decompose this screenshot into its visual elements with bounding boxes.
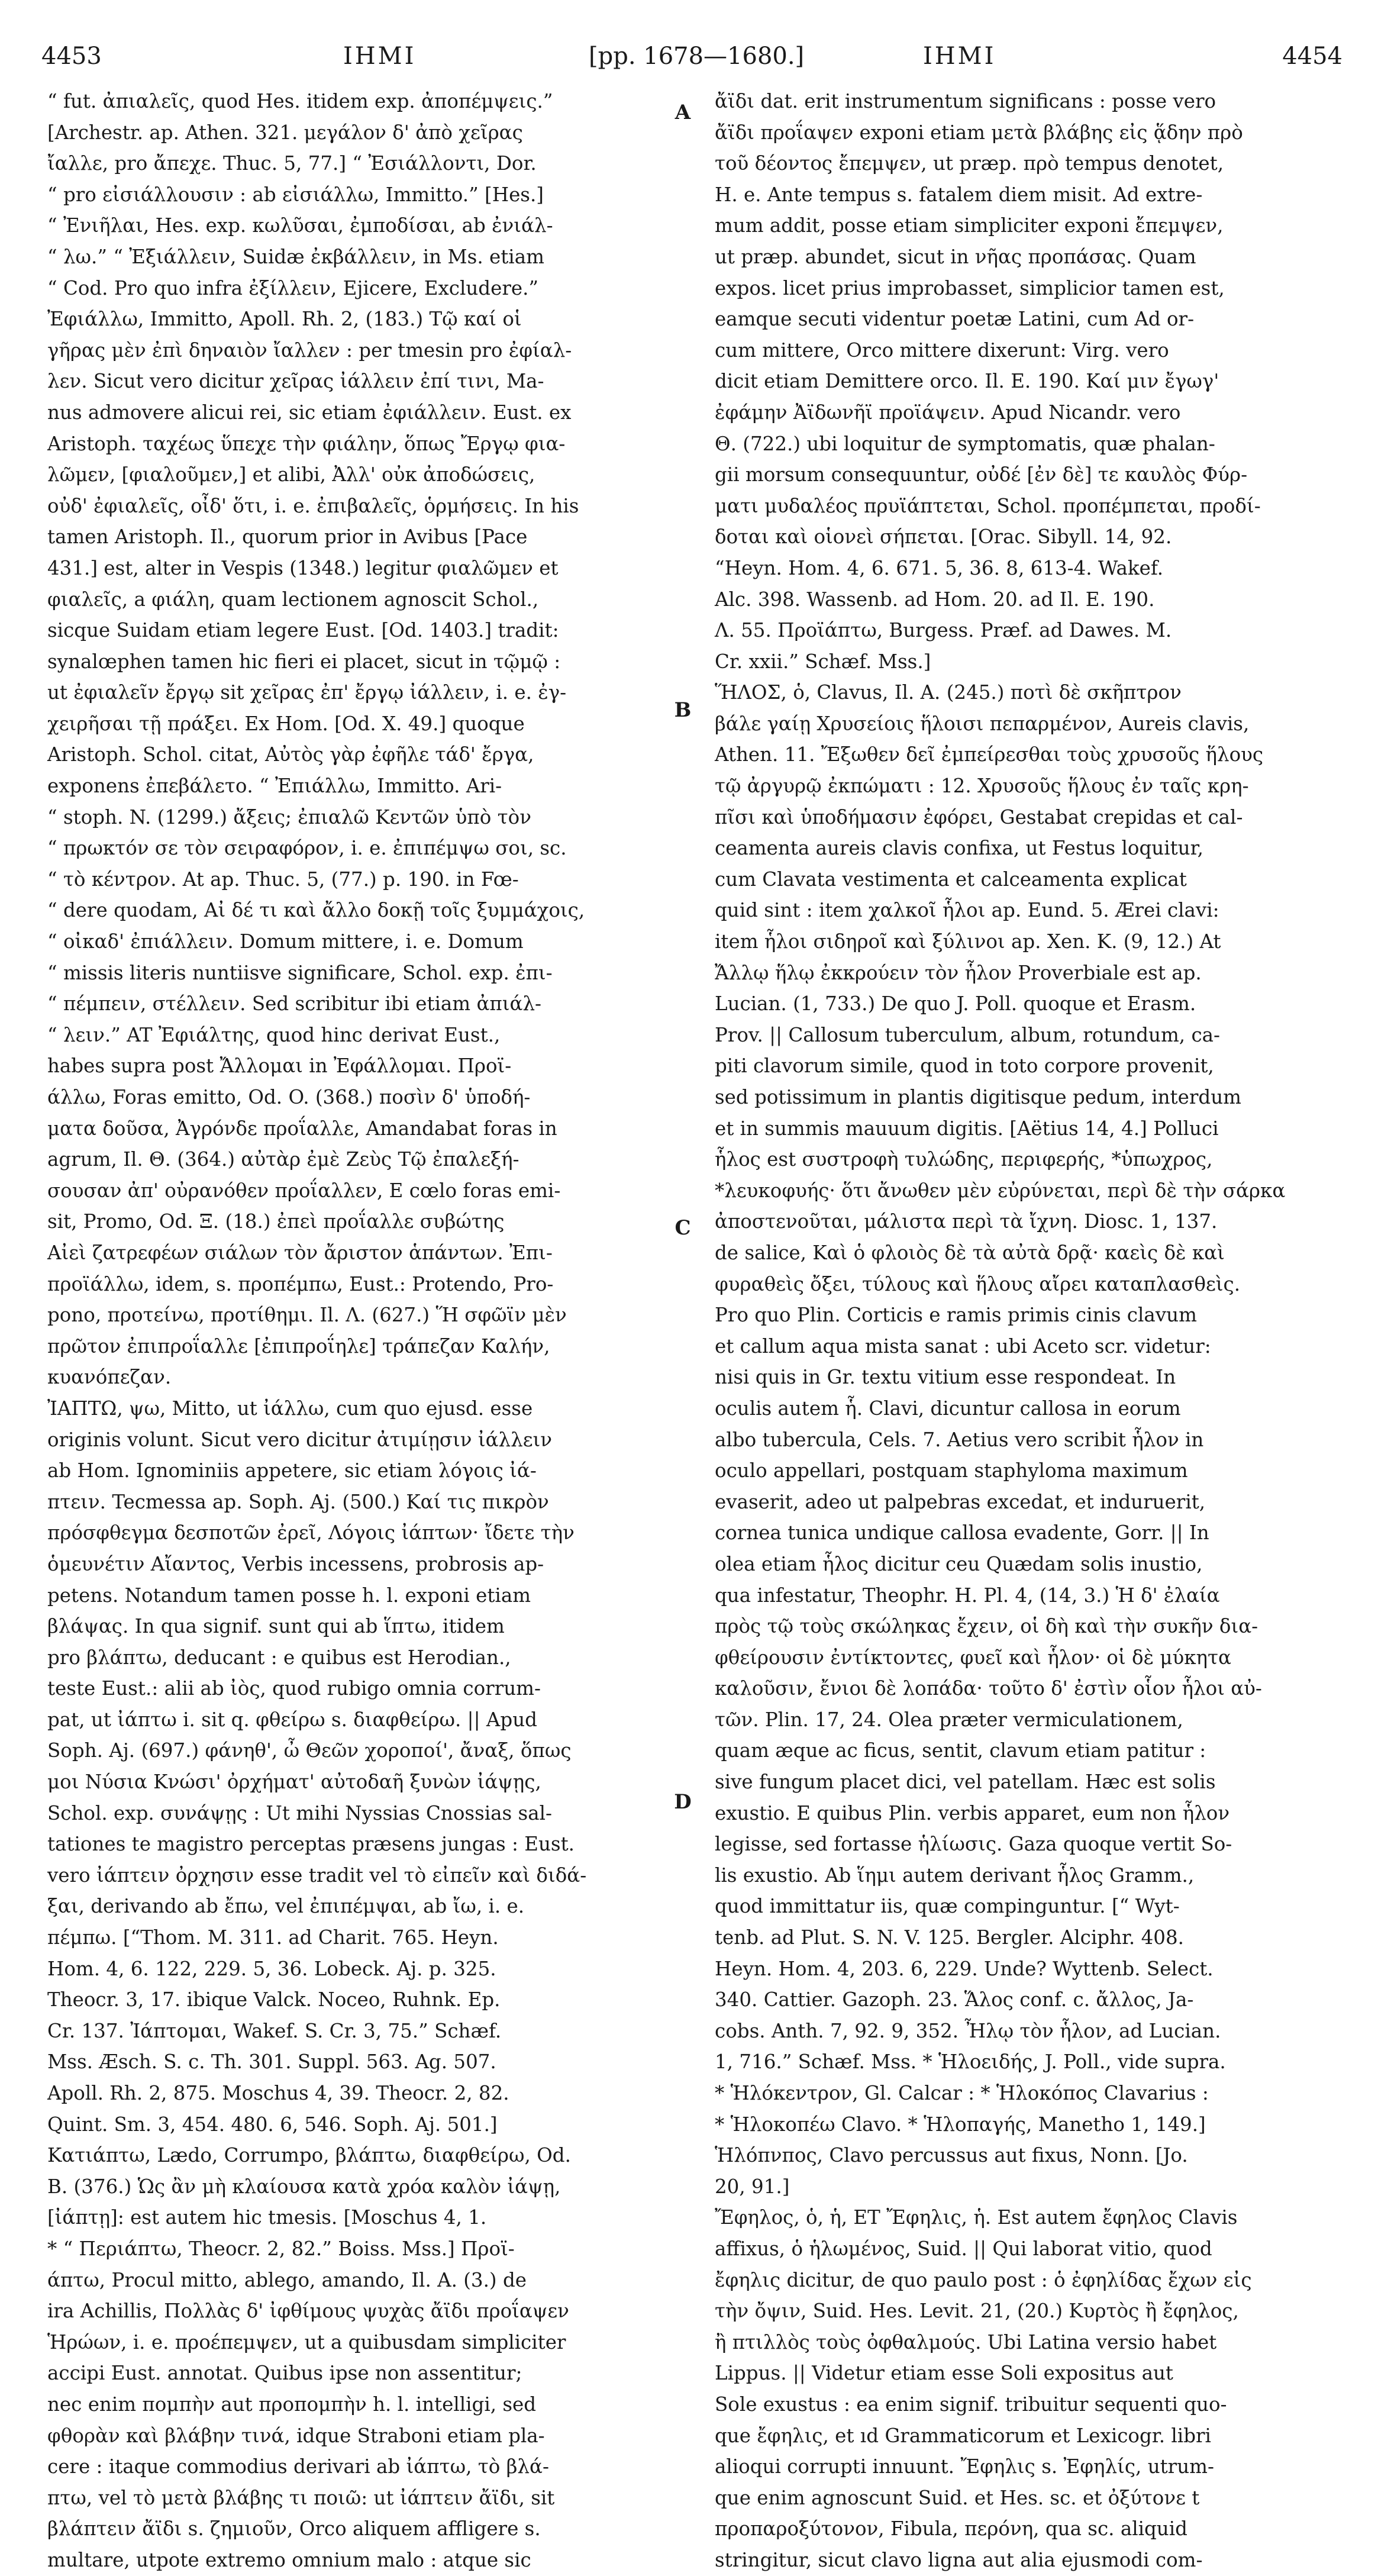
text-line: τῷ ἀργυρῷ ἐκπώματι : 12. Χρυσοῦς ἥλους ἐν ταῖς κρη- [715,775,1249,798]
text-line: alioqui corrupti innuunt. Ἔφηλις s. Ἐφηλίς, utrum- [715,2455,1214,2478]
right-text-column [715,86,1315,2571]
left-page-number: 4453 [41,43,102,70]
text-line: Αἰεὶ ζατρεφέων σιάλων τὸν ἄριστον ἁπάντων. Ἐπι- [47,1241,553,1264]
text-line: petens. Notandum tamen posse h. l. exponi etiam [47,1584,531,1607]
text-line: καλοῦσιν, ἔνιοι δὲ λοπάδα· τοῦτο δ' ἐστὶν οἷον ἧλοι αὐ- [715,1677,1262,1700]
text-line: Aristoph. ταχέως ὕπεχε τὴν φιάλην, ὅπως Ἔργῳ φια- [47,432,566,455]
text-line: piti clavorum simile, quod in toto corpore provenit, [715,1055,1214,1078]
text-line: ut præp. abundet, sicut in νῆας προπάσας. Quam [715,245,1196,268]
text-line: albo tubercula, Cels. 7. Aetius vero scribit ἧλον in [715,1428,1204,1451]
text-line: exustio. E quibus Plin. verbis apparet, eum non ἧλον [715,1801,1230,1824]
text-line: qua infestatur, Theophr. H. Pl. 4, (14, 3.) Ἡ δ' ἐλαία [715,1584,1220,1607]
text-line: sicque Suidam etiam legere Eust. [Od. 1403.] tradit: [47,619,559,642]
text-line: nus admovere alicui rei, sic etiam ἐφιάλλειν. Eust. ex [47,401,572,424]
text-line: πῖσι καὶ ὑποδήμασιν ἐφόρει, Gestabat crepidas et cal- [715,805,1243,828]
text-line: ἔφηλις dicitur, de quo paulo post : ὁ ἐφηλίδας ἔχων εἰς [715,2268,1252,2291]
text-line: nisi quis in Gr. textu vitium esse respondeat. In [715,1366,1176,1389]
text-line: cum Clavata vestimenta et calceamenta explicat [715,868,1187,891]
text-line: teste Eust.: alii ab ἰὸς, quod rubigo omnia corrum- [47,1677,541,1700]
text-line: ab Hom. Ignominiis appetere, sic etiam λόγοις ἰά- [47,1459,537,1482]
text-line: Sole exustus : ea enim signif. tribuitur sequenti quo- [715,2393,1227,2416]
text-line: evaserit, adeo ut palpebras excedat, et induruerit, [715,1490,1206,1513]
section-marker-d: D [674,1790,692,1814]
text-line: δοται καὶ οἱονεὶ σήπεται. [Orac. Sibyll. 14, 92. [715,525,1172,549]
text-line: Ἐφιάλλω, Immitto, Apoll. Rh. 2, (183.) Τῷ καί οἱ [47,308,522,331]
text-line: ἄϊδι dat. erit instrumentum significans : posse vero [715,90,1216,112]
text-line: lis exustio. Ab ἵημι autem derivant ἧλος Gramm., [715,1864,1195,1887]
text-line: Hom. 4, 6. 122, 229. 5, 36. Lobeck. Aj. p. 325. [47,1957,496,1980]
text-line: “ λειν.” AT Ἐφιάλτης, quod hinc derivat Eust., [47,1023,501,1046]
text-line: * Ἡλοκοπέω Clavo. * Ἡλοπαγής, Manetho 1, 149.] [715,2113,1206,2136]
text-line: “ Ἐνιῆλαι, Hes. exp. κωλῦσαι, ἐμποδίσαι, ab ἐνιάλ- [47,214,553,237]
text-line: βλάπτειν ἄϊδι s. ζημιοῦν, Orco aliquem affligere s. [47,2517,541,2540]
text-line: οὐδ' ἐφιαλεῖς, οἶδ' ὅτι, i. e. ἐπιβαλεῖς, ὁρμήσεις. In his [47,494,579,517]
text-line: cum mittere, Orco mittere dixerunt: Virg. vero [715,338,1169,362]
text-line: pat, ut ἰάπτω i. sit q. φθείρω s. διαφθείρω. || Apud [47,1708,537,1731]
text-line: ἀποστενοῦται, μάλιστα περὶ τὰ ἴχνη. Diosc. 1, 137. [715,1210,1218,1233]
text-line: πέμπω. [“Thom. M. 311. ad Charit. 765. Heyn. [47,1926,499,1949]
text-line: Alc. 398. Wassenb. ad Hom. 20. ad Il. E. 190. [715,588,1155,611]
text-line: ἭΛΟΣ, ὁ, Clavus, Il. A. (245.) ποτὶ δὲ σκῆπτρον [715,681,1182,704]
text-line: προϊάλλω, idem, s. προπέμπω, Eust.: Protendo, Pro- [47,1272,554,1295]
text-line: ut ἐφιαλεῖν ἔργῳ sit χεῖρας ἐπ' ἔργῳ ἰάλλειν, i. e. ἐγ- [47,681,567,704]
left-text-column [47,86,648,2571]
text-line: cobs. Anth. 7, 92. 9, 352. Ἦλῳ τὸν ἧλον, ad Lucian. [715,2019,1221,2042]
text-line: πτειν. Tecmessa ap. Soph. Aj. (500.) Καί τις πικρὸν [47,1490,549,1513]
text-line: ceamenta aureis clavis confixa, ut Festus loquitur, [715,837,1203,860]
text-line: sed potissimum in plantis digitisque pedum, interdum [715,1086,1241,1108]
text-line: “ Cod. Pro quo infra ἐξίλλειν, Ejicere, Excludere.” [47,276,539,299]
text-line: Cr. xxii.” Schæf. Mss.] [715,650,931,673]
text-line: multare, utpote extremo omnium malo : atque sic [47,2548,531,2571]
section-marker-c: C [675,1216,691,1240]
text-line: Quint. Sm. 3, 454. 480. 6, 546. Soph. Aj. 501.] [47,2113,498,2136]
text-line: πτω, vel τὸ μετὰ βλάβης τι ποιῶ: ut ἰάπτειν ἄϊδι, sit [47,2486,555,2509]
text-line: gii morsum consequuntur, οὐδέ [ἐν δὲ] τε καυλὸς Φύρ- [715,463,1248,486]
text-line: exponens ἐπεβάλετο. “ Ἐπιάλλω, Immitto. Ari- [47,775,502,798]
text-line: Ἄλλῳ ἥλῳ ἐκκρούειν τὸν ἧλον Proverbiale est ap. [715,961,1202,984]
text-line: quid sint : item χαλκοῖ ἧλοι ap. Eund. 5. Ærei clavi: [715,899,1219,922]
text-line: “ dere quodam, Αἰ δέ τι καὶ ἄλλο δοκῇ τοῖς ξυμμάχοις, [47,899,585,922]
text-line: Lippus. || Videtur etiam esse Soli expositus aut [715,2362,1173,2385]
left-headword: IHMI [343,43,417,70]
text-line: et in summis mauuum digitis. [Aëtius 14, 4.] Polluci [715,1117,1219,1140]
text-line: Apoll. Rh. 2, 875. Moschus 4, 39. Theocr. 2, 82. [47,2082,509,2104]
text-line: “ missis literis nuntiisve significare, Schol. exp. ἐπι- [47,961,553,984]
text-line: Λ. 55. Προϊάπτω, Burgess. Præf. ad Dawes. M. [715,619,1172,642]
text-line: Lucian. (1, 733.) De quo J. Poll. quoque et Erasm. [715,992,1196,1015]
text-line: 431.] est, alter in Vespis (1348.) legitur φιαλῶμεν et [47,556,559,579]
text-line: *λευκοφυής· ὅτι ἄνωθεν μὲν εὐρύνεται, περὶ δὲ τὴν σάρκα [715,1179,1286,1202]
text-line: άπτω, Procul mitto, ablego, amando, Il. A. (3.) de [47,2268,527,2291]
text-line: πρῶτον ἐπιπροΐαλλε [ἐπιπροΐηλε] τράπεζαν Καλήν, [47,1334,550,1358]
text-line: ἢ πτιλλὸς τοὺς ὀφθαλμούς. Ubi Latina versio habet [715,2330,1217,2353]
text-line: que enim agnoscunt Suid. et Hes. sc. et ὀξύτονε t [715,2486,1200,2509]
text-line: 20, 91.] [715,2175,790,2198]
text-line: dicit etiam Demittere orco. Il. E. 190. Καί μιν ἔγωγ' [715,370,1219,393]
text-line: τὴν ὄψιν, Suid. Hes. Levit. 21, (20.) Κυρτὸς ἢ ἔφηλος, [715,2300,1239,2323]
text-line: “ πρωκτόν σε τὸν σειραφόρον, i. e. ἐπιπέμψω σοι, sc. [47,837,567,860]
text-line: κυανόπεζαν. [47,1366,172,1389]
text-line: olea etiam ἧλος dicitur ceu Quædam solis inustio, [715,1552,1203,1575]
text-line: τοῦ δέοντος ἔπεμψεν, ut præp. πρὸ tempus denotet, [715,152,1224,175]
text-line: tamen Aristoph. Il., quorum prior in Avibus [Pace [47,525,528,549]
text-line: Prov. || Callosum tuberculum, album, rotundum, ca- [715,1023,1221,1046]
text-line: Κατιάπτω, Lædo, Corrumpo, βλάπτω, διαφθείρω, Od. [47,2144,571,2167]
text-line: “ οἰκαδ' ἐπιάλλειν. Domum mittere, i. e. Domum [47,930,524,953]
text-line: πρόσφθεγμα δεσποτῶν ἐρεῖ, Λόγοις ἰάπτων· ἴδετε τὴν [47,1521,575,1545]
text-line: βάλε γαίῃ Χρυσείοις ἥλοισι πεπαρμένον, Aureis clavis, [715,712,1250,735]
text-line: expos. licet prius improbasset, simplicior tamen est, [715,276,1225,299]
text-line: agrum, Il. Θ. (364.) αὐτὰρ ἐμὲ Ζεὺς Τῷ ἐπαλεξή- [47,1148,519,1171]
text-line: eamque secuti videntur poetæ Latini, cum Ad or- [715,308,1195,331]
text-line: sit, Promo, Od. Ξ. (18.) ἐπεὶ προΐαλλε συβώτης [47,1210,505,1233]
text-line: tationes te magistro perceptas præsens jungas : Eust. [47,1833,575,1856]
text-line: accipi Eust. annotat. Quibus ipse non assentitur; [47,2362,522,2385]
text-line: stringitur, sicut clavo ligna aut alia ejusmodi com- [715,2548,1203,2571]
text-line: 1, 716.” Schæf. Mss. * Ἡλοειδής, J. Poll., vide supra. [715,2051,1226,2074]
text-line: tenb. ad Plut. S. N. V. 125. Bergler. Alciphr. 408. [715,1926,1184,1949]
text-line: “ τὸ κέντρον. At ap. Thuc. 5, (77.) p. 190. in Fœ- [47,868,519,891]
text-line: H. e. Ante tempus s. fatalem diem misit. Ad extre- [715,183,1203,206]
text-line: nec enim πομπὴν aut προπομπὴν h. l. intelligi, sed [47,2393,537,2416]
text-line: ἸΑΠΤΩ, ψω, Mitto, ut ἰάλλω, cum quo ejusd. esse [47,1397,533,1420]
text-line: habes supra post Ἄλλομαι in Ἐφάλλομαι. Προϊ- [47,1055,512,1078]
text-line: legisse, sed fortasse ἡλίωσις. Gaza quoque vertit So- [715,1833,1232,1856]
text-line: Θ. (722.) ubi loquitur de symptomatis, quæ phalan- [715,432,1215,455]
text-line: vero ἰάπτειν ὀρχησιν esse tradit vel τὸ εἰπεῖν καὶ διδά- [47,1864,587,1887]
text-line: ματι μυδαλέος πρυϊάπτεται, Schol. προπέμπεται, προδί- [715,494,1261,517]
text-line: φθορὰν καὶ βλάβην τινά, idque Straboni etiam pla- [47,2424,545,2447]
text-line: μοι Νύσια Κνώσι' ὀρχήματ' αὐτοδαῆ ξυνὼν ἰάψῃς, [47,1771,541,1794]
text-line: [ἰάπτῃ]: est autem hic tmesis. [Moschus 4, 1. [47,2206,487,2229]
section-markers [665,86,701,2358]
text-line: pro βλάπτω, deducant : e quibus est Herodian., [47,1646,511,1669]
text-line: άλλω, Foras emitto, Od. O. (368.) ποσὶν δ' ὑποδή- [47,1086,531,1108]
text-line: sive fungum placet dici, vel patellam. Hæc est solis [715,1771,1216,1794]
running-header [36,36,1342,77]
text-line: originis volunt. Sicut vero dicitur ἀτιμίῃσιν ἰάλλειν [47,1428,553,1451]
text-line: τῶν. Plin. 17, 24. Olea præter vermiculationem, [715,1708,1183,1731]
text-line: πρὸς τῷ τοὺς σκώληκας ἔχειν, οἱ δὴ καὶ τὴν συκῆν δια- [715,1615,1258,1638]
text-line: ματα δοῦσα, Ἀγρόνδε προΐαλλε, Amandabat foras in [47,1117,557,1140]
text-line: B. (376.) Ὡς ἂν μὴ κλαίουσα κατὰ χρόα καλὸν ἰάψῃ, [47,2175,561,2198]
text-line: cornea tunica undique callosa evadente, Gorr. || In [715,1521,1209,1545]
text-line: affixus, ὁ ἡλωμένος, Suid. || Qui laborat vitio, quod [715,2237,1212,2260]
text-line: Athen. 11. Ἔξωθεν δεῖ ἐμπείρεσθαι τοὺς χρυσοῦς ἥλους [715,743,1264,766]
text-line: βλάψας. In qua signif. sunt qui ab ἵπτω, itidem [47,1615,505,1638]
text-line: λεν. Sicut vero dicitur χεῖρας ἰάλλειν ἐπί τινι, Ma- [47,370,544,393]
text-line: ἧλος est συστροφὴ τυλώδης, περιφερής, *ὑπωχρος, [715,1148,1213,1171]
text-line: cere : itaque commodius derivari ab ἰάπτω, τὸ βλά- [47,2455,549,2478]
right-page-number: 4454 [1282,43,1342,70]
text-line: * “ Περιάπτω, Theocr. 2, 82.” Boiss. Mss.] Προϊ- [47,2237,515,2260]
right-headword: IHMI [923,43,996,70]
text-line: Theocr. 3, 17. ibique Valck. Noceo, Ruhnk. Ep. [47,1988,501,2011]
text-line: σουσαν ἀπ' οὐρανόθεν προΐαλλεν, E cœlo foras emi- [47,1179,561,1202]
section-marker-b: B [674,698,692,722]
text-line: [Archestr. ap. Athen. 321. μεγάλον δ' ἀπὸ χεῖρας [47,121,523,144]
text-line: λῶμεν, [φιαλοῦμεν,] et alibi, Ἀλλ' οὐκ ἀποδώσεις, [47,463,535,486]
text-line: mum addit, posse etiam simpliciter exponi ἔπεμψεν, [715,214,1224,237]
text-line: Mss. Æsch. S. c. Th. 301. Suppl. 563. Ag. 507. [47,2051,496,2074]
text-line: φυραθεὶς ὄξει, τύλους καὶ ἥλους αἴρει καταπλασθεὶς. [715,1272,1241,1295]
text-line: oculis autem ἧ. Clavi, dicuntur callosa in eorum [715,1397,1181,1420]
text-line: quod immittatur iis, quæ compinguntur. [“ Wyt- [715,1895,1180,1918]
section-marker-a: A [675,101,691,124]
text-line: Schol. exp. συνάψῃς : Ut mihi Nyssias Cnossias sal- [47,1801,552,1824]
text-line: Aristoph. Schol. citat, Αὐτὸς γὰρ ἐφῆλε τάδ' ἔργα, [47,743,534,766]
text-line: * Ἡλόκεντρον, Gl. Calcar : * Ἡλοκόπος Clavarius : [715,2082,1209,2104]
text-line: ira Achillis, Πολλὰς δ' ἰφθίμους ψυχὰς ἄϊδι προΐαψεν [47,2300,569,2323]
text-line: pono, προτείνω, προτίθημι. Il. Λ. (627.) Ἥ σφῶϊν μὲν [47,1304,567,1327]
text-line: que ἔφηλις, et ıd Grammaticorum et Lexicogr. libri [715,2424,1211,2447]
text-line: oculo appellari, postquam staphyloma maximum [715,1459,1188,1482]
text-line: Ἔφηλος, ὁ, ἡ, ET Ἔφηλις, ἡ. Est autem ἔφηλος Clavis [715,2206,1238,2229]
text-line: ἐφάμην Ἀϊδωνῆϊ προϊάψειν. Apud Nicandr. vero [715,401,1181,424]
text-line: ὁμευνέτιν Αἴαντος, Verbis incessens, probrosis ap- [47,1552,544,1575]
text-line: χειρῆσαι τῇ πράξει. Ex Hom. [Od. X. 49.] quoque [47,712,525,735]
text-line: ἄϊδι προΐαψεν exponi etiam μετὰ βλάβης εἰς ᾅδην πρὸ [715,121,1243,144]
text-line: “ fut. ἀπιαλεῖς, quod Hes. itidem exp. ἀποπέμψεις.” [47,90,553,112]
text-line: Heyn. Hom. 4, 203. 6, 229. Unde? Wyttenb. Select. [715,1957,1214,1980]
page-range: [pp. 1678—1680.] [589,43,805,70]
text-line: synalœphen tamen hic fieri ei placet, sicut in τῷμῷ : [47,650,561,673]
text-line: “ πέμπειν, στέλλειν. Sed scribitur ibi etiam ἀπιάλ- [47,992,542,1015]
text-line: ξαι, derivando ab ἔπω, vel ἐπιπέμψαι, ab ἴω, i. e. [47,1895,525,1918]
text-line: “ pro εἰσιάλλουσιν : ab εἰσιάλλω, Immitto.” [Hes.] [47,183,544,206]
text-line: φθείρουσιν ἐντίκτοντες, φυεῖ καὶ ἧλον· οἱ δὲ μύκητα [715,1646,1231,1669]
text-line: “Heyn. Hom. 4, 6. 671. 5, 36. 8, 613-4. Wakef. [715,556,1164,579]
text-line: ἴαλλε, pro ἄπεχε. Thuc. 5, 77.] “ Ἐσιάλλοντι, Dor. [47,152,537,175]
text-line: quam æque ac ficus, sentit, clavum etiam patitur : [715,1739,1206,1762]
text-line: “ stoph. N. (1299.) ἄξεις; ἐπιαλῶ Κεντῶν ὑπὸ τὸν [47,805,531,828]
text-line: 340. Cattier. Gazoph. 23. Ἅλος conf. c. ἄλλος, Ja- [715,1988,1194,2011]
text-line: et callum aqua mista sanat : ubi Aceto scr. videtur: [715,1334,1211,1358]
text-line: Ἡρώων, i. e. προέπεμψεν, ut a quibusdam simpliciter [47,2330,566,2353]
text-line: Soph. Aj. (697.) φάνηθ', ὦ Θεῶν χοροποί', ἄναξ, ὅπως [47,1739,572,1762]
text-line: Pro quo Plin. Corticis e ramis primis cinis clavum [715,1304,1197,1327]
text-line: Ἡλόπνπος, Clavo percussus aut fixus, Nonn. [Jo. [715,2144,1188,2167]
text-line: προπαροξύτονον, Fibula, περόνη, qua sc. aliquid [715,2517,1187,2540]
text-line: Cr. 137. Ἰάπτομαι, Wakef. S. Cr. 3, 75.” Schæf. [47,2019,502,2042]
text-line: “ λω.” “ Ἐξιάλλειν, Suidæ ἐκβάλλειν, in Ms. etiam [47,245,544,268]
text-line: φιαλεῖς, a φιάλη, quam lectionem agnoscit Schol., [47,588,539,611]
text-line: γῆρας μὲν ἐπὶ δηναιὸν ἴαλλεν : per tmesin pro ἐφίαλ- [47,338,572,362]
text-line: item ἧλοι σιδηροῖ καὶ ξύλινοι ap. Xen. K. (9, 12.) At [715,930,1221,953]
text-line: de salice, Καὶ ὁ φλοιὸς δὲ τὰ αὐτὰ δρᾷ· καεὶς δὲ καὶ [715,1241,1225,1264]
